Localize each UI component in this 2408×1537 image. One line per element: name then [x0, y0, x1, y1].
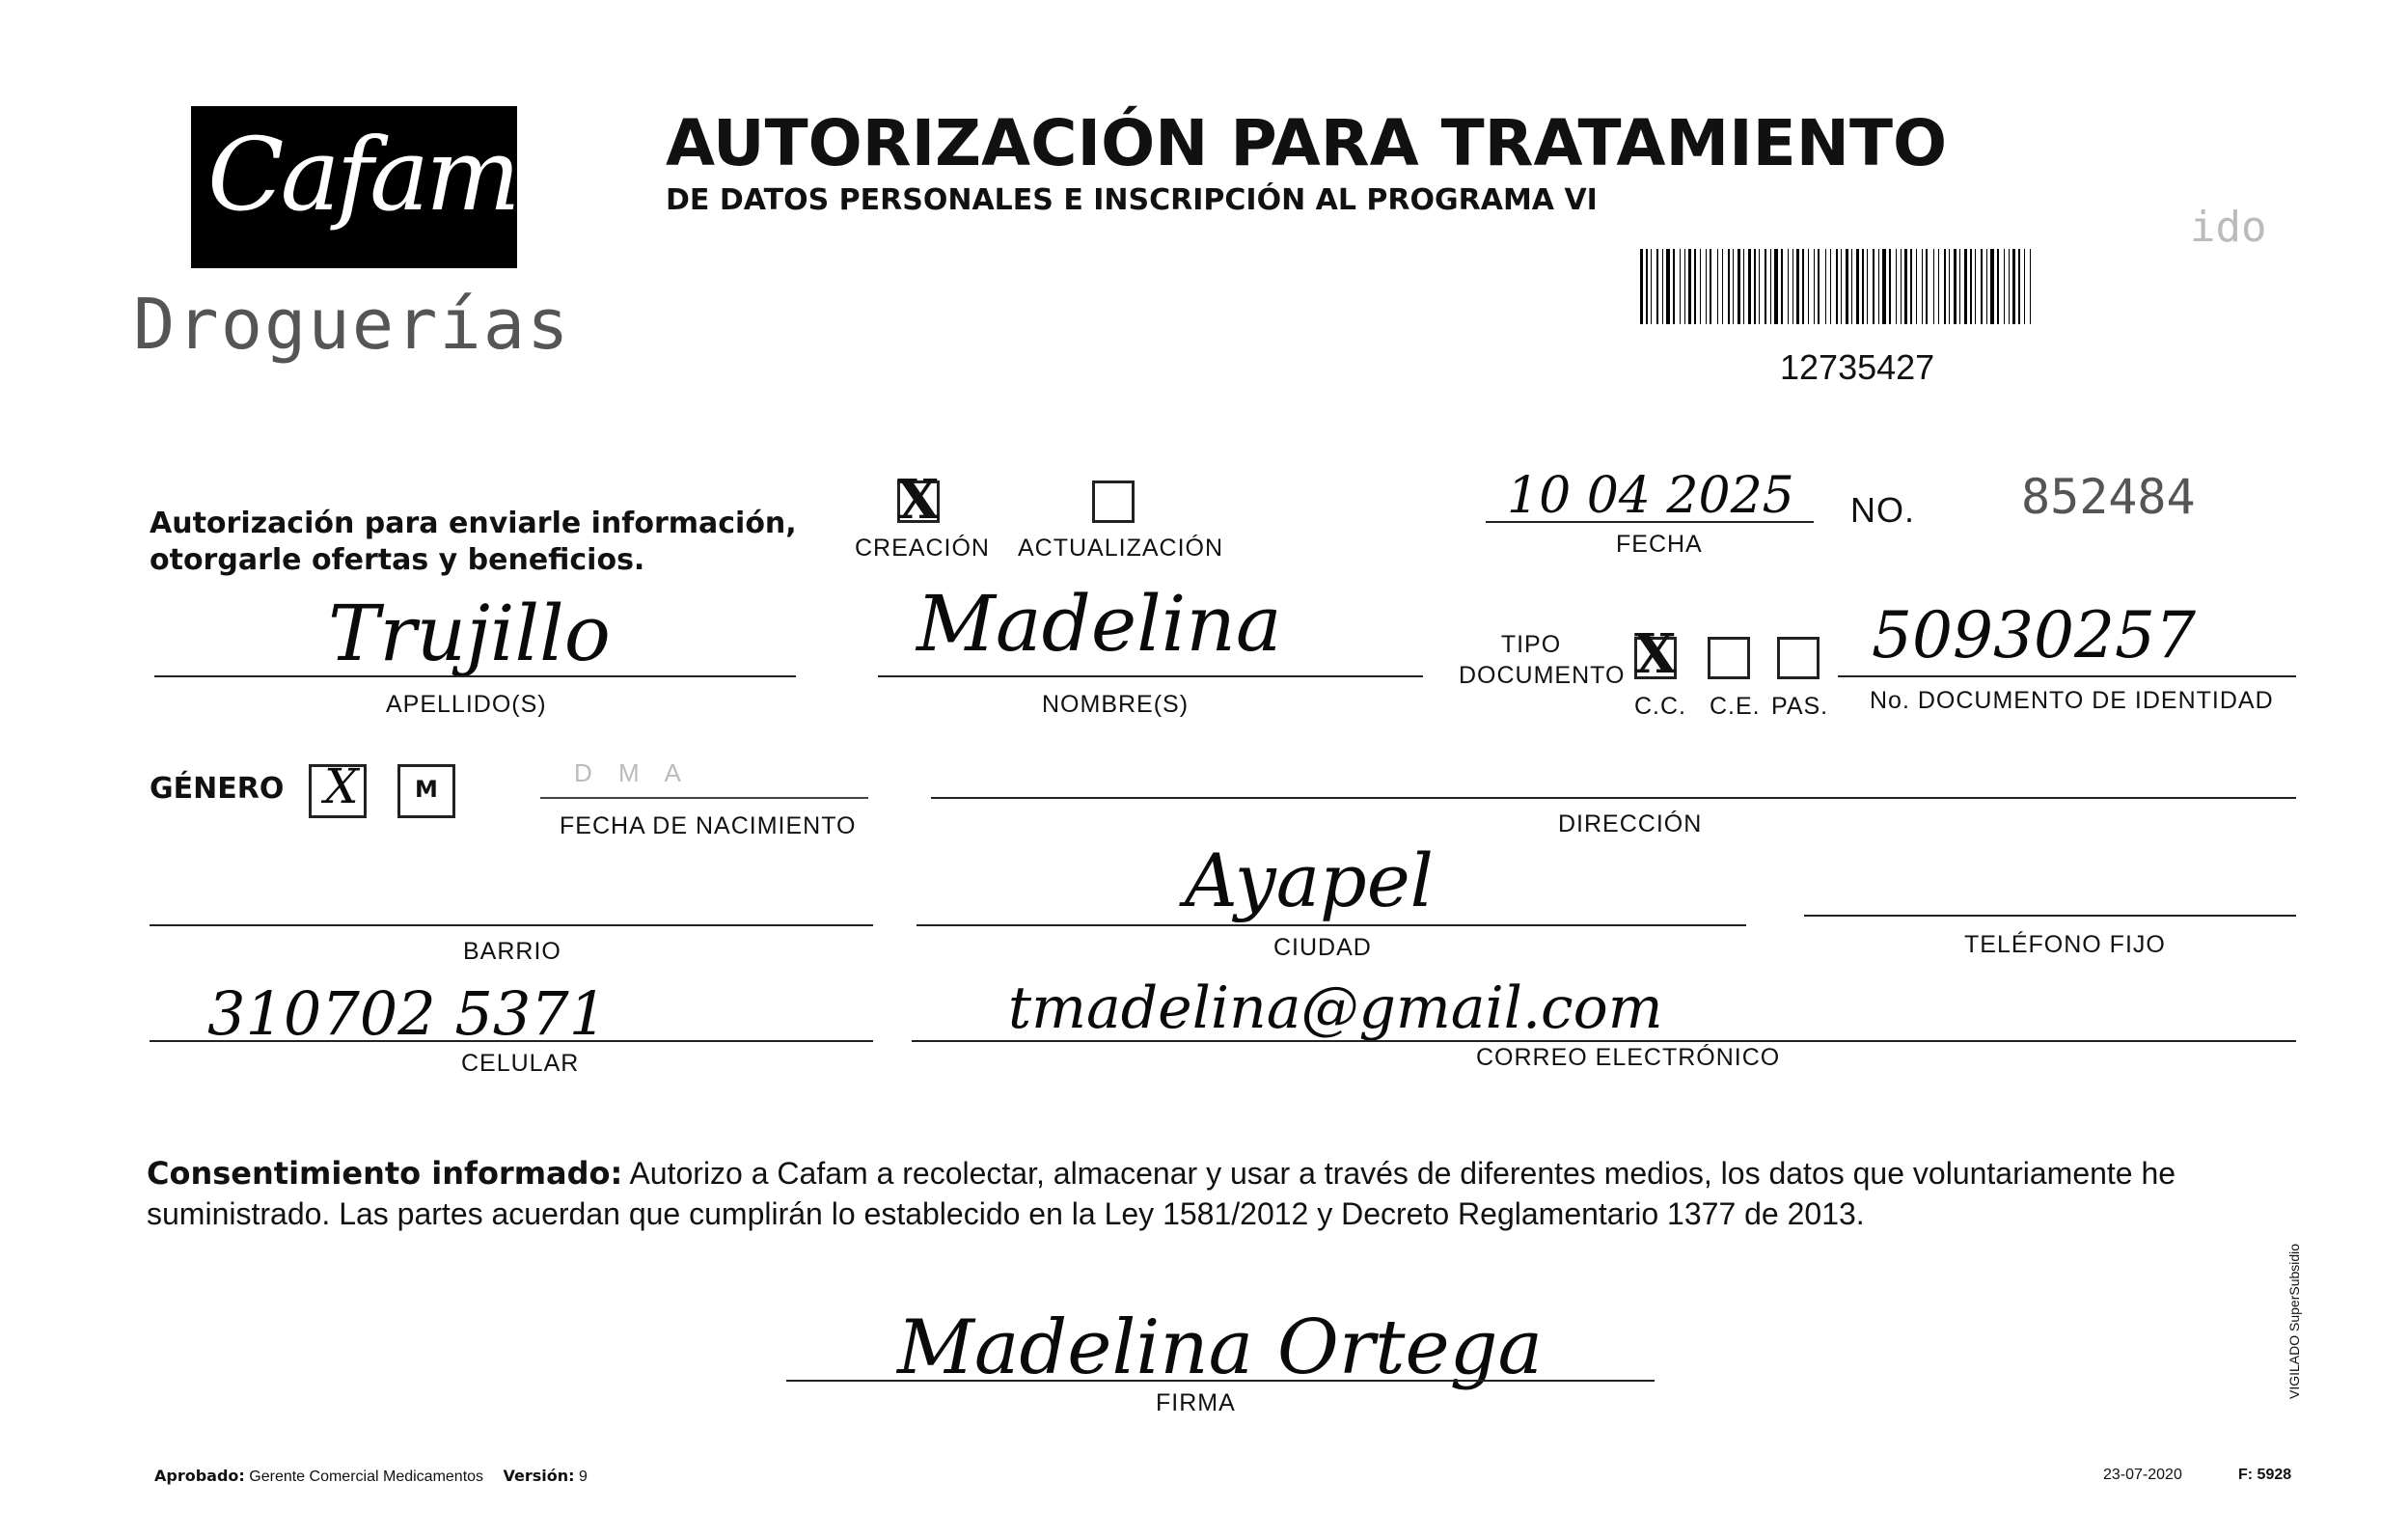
- phone-label: TELÉFONO FIJO: [1964, 931, 2166, 958]
- pas-label: PAS.: [1771, 693, 1829, 720]
- phone-line: [1804, 915, 2296, 917]
- consent-paragraph: [147, 1153, 2288, 1234]
- authorization-text: Autorización para enviarle información, otorgarle ofertas y beneficios.: [150, 507, 797, 577]
- date-value: 10 04 2025: [1507, 467, 1794, 525]
- cc-check-mark: X: [1634, 622, 1677, 686]
- doc-number-line: [1838, 675, 2296, 677]
- signature-line: [786, 1380, 1655, 1382]
- barcode: [1640, 249, 2034, 324]
- email-label: CORREO ELECTRÓNICO: [1476, 1044, 1781, 1071]
- neighborhood-line: [150, 924, 873, 926]
- no-label: NO.: [1850, 490, 1916, 530]
- corner-text: ido: [2190, 203, 2267, 252]
- address-label: DIRECCIÓN: [1558, 810, 1703, 837]
- update-label: ACTUALIZACIÓN: [1018, 535, 1224, 562]
- footer-form-code: F: 5928: [2238, 1467, 2292, 1483]
- email-value: tmadelina@gmail.com: [1008, 974, 1663, 1042]
- footer-date: 23-07-2020: [2103, 1467, 2182, 1483]
- form-title: AUTORIZACIÓN PARA TRATAMIENTO: [666, 106, 1948, 180]
- city-label: CIUDAD: [1273, 934, 1372, 961]
- creation-label: CREACIÓN: [855, 535, 990, 562]
- approved-label: Aprobado:: [154, 1467, 245, 1485]
- barcode-number: 12735427: [1780, 347, 1935, 387]
- doc-type-label: TIPO DOCUMENTO: [1459, 631, 1626, 689]
- city-value: Ayapel: [1185, 837, 1434, 923]
- email-line: [912, 1040, 2296, 1042]
- doc-number-label: No. DOCUMENTO DE IDENTIDAD: [1870, 687, 2274, 714]
- form-subtitle: DE DATOS PERSONALES E INSCRIPCIÓN AL PROGRAMA VI: [666, 183, 1598, 217]
- version-label: Versión:: [503, 1467, 575, 1485]
- signature-label: FIRMA: [1156, 1389, 1236, 1416]
- surname-line: [154, 675, 796, 677]
- cell-value: 310702 5371: [207, 978, 608, 1049]
- ce-label: C.E.: [1710, 693, 1761, 720]
- version-value: 9: [578, 1468, 588, 1485]
- date-label: FECHA: [1616, 531, 1703, 558]
- neighborhood-label: BARRIO: [463, 938, 561, 965]
- gender-male-label: M: [415, 776, 439, 803]
- ce-checkbox[interactable]: [1708, 637, 1750, 679]
- surname-label: APELLIDO(S): [386, 691, 547, 718]
- cell-line: [150, 1040, 873, 1042]
- birth-line: [540, 797, 868, 799]
- name-label: NOMBRE(S): [1042, 691, 1190, 718]
- pas-checkbox[interactable]: [1777, 637, 1820, 679]
- gender-label: GÉNERO: [150, 772, 285, 806]
- serial-number: 852484: [2021, 469, 2196, 525]
- side-vigilado-text: VIGILADO SuperSubsidio: [2286, 1243, 2302, 1399]
- name-value: Madelina: [917, 579, 1282, 669]
- surname-value: Trujillo: [328, 589, 611, 678]
- signature-value: Madelina Ortega: [897, 1304, 1544, 1391]
- footer-approved: [154, 1467, 588, 1486]
- cell-label: CELULAR: [461, 1050, 580, 1077]
- logo-subtitle: Droguerías: [133, 284, 571, 365]
- consent-body: Autorizo a Cafam a recolectar, almacenar y usar a través de diferentes medios, los datos que voluntariamente he suministrado. Las partes acuerdan que cumplirán lo establecido en la Ley 1581/2012 y Decreto Reglamentario 1377 de 2013.: [147, 1156, 2176, 1231]
- date-line: [1486, 521, 1814, 523]
- approved-value: Gerente Comercial Medicamentos: [249, 1468, 484, 1485]
- city-line: [917, 924, 1746, 926]
- address-line: [931, 797, 2296, 799]
- consent-heading: Consentimiento informado:: [147, 1155, 623, 1192]
- cc-label: C.C.: [1634, 693, 1686, 720]
- birth-dma: D M A: [574, 758, 691, 787]
- update-checkbox[interactable]: [1092, 480, 1135, 523]
- birth-label: FECHA DE NACIMIENTO: [560, 812, 857, 839]
- name-line: [878, 675, 1423, 677]
- gender-female-mark: X: [324, 758, 359, 814]
- logo-text: Cafam: [207, 116, 517, 233]
- creation-check-mark: X: [897, 468, 940, 532]
- doc-number-value: 50930257: [1872, 598, 2196, 672]
